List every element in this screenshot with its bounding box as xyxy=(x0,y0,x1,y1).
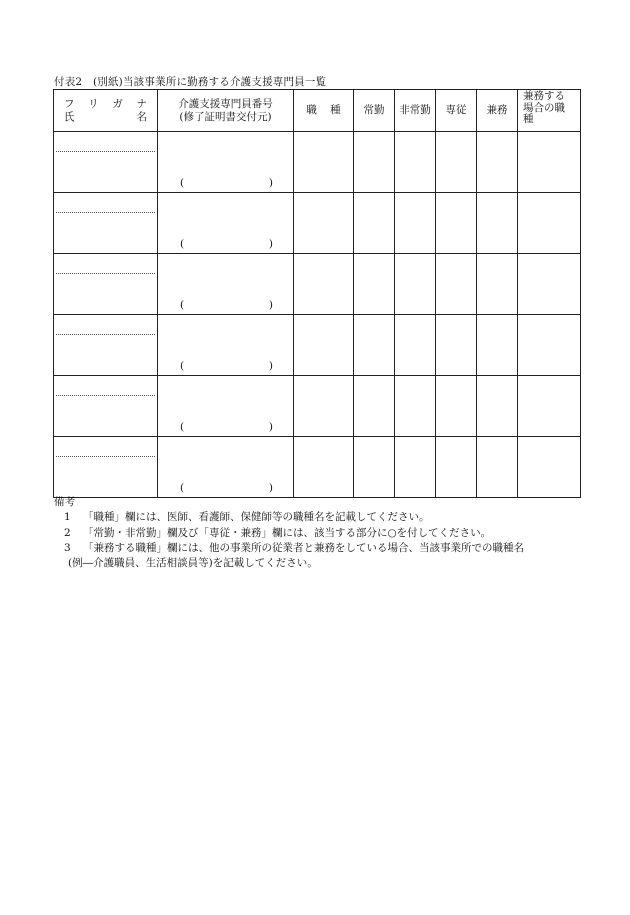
header-concurrent: 兼務 xyxy=(477,90,518,132)
parttime-cell[interactable] xyxy=(395,437,436,498)
job-type-cell[interactable] xyxy=(294,254,354,315)
job-type-cell[interactable] xyxy=(294,437,354,498)
concurrent-cell[interactable] xyxy=(477,132,518,193)
concurrent-job-cell[interactable] xyxy=(518,437,581,498)
fulltime-cell[interactable] xyxy=(354,193,395,254)
note-item-continuation: (例―介護職員、生活相談員等)を記載してください。 xyxy=(68,557,318,570)
table-row xyxy=(54,254,581,315)
dedicated-cell[interactable] xyxy=(436,437,477,498)
issuer-parentheses: ( ) xyxy=(180,238,273,250)
furigana-divider xyxy=(56,395,155,396)
dedicated-cell[interactable] xyxy=(436,315,477,376)
dedicated-cell[interactable] xyxy=(436,376,477,437)
job-type-cell[interactable] xyxy=(294,315,354,376)
notes-section xyxy=(54,495,524,571)
furigana-label: フ リ ガ ナ xyxy=(64,97,147,110)
parttime-cell[interactable] xyxy=(395,132,436,193)
table-row xyxy=(54,376,581,437)
header-fulltime: 常勤 xyxy=(354,90,395,132)
header-concurrent-job: 兼務する 場合の職 種 xyxy=(518,90,581,132)
license-number-cell[interactable] xyxy=(158,437,294,498)
name-cell[interactable] xyxy=(54,132,158,193)
issuer-parentheses: ( ) xyxy=(180,360,273,372)
parttime-cell[interactable] xyxy=(395,376,436,437)
dedicated-cell[interactable] xyxy=(436,132,477,193)
furigana-divider xyxy=(56,273,155,274)
header-row xyxy=(54,90,581,132)
furigana-divider xyxy=(56,334,155,335)
issuer-parentheses: ( ) xyxy=(180,421,273,433)
fulltime-cell[interactable] xyxy=(354,132,395,193)
notes-heading: 備考 xyxy=(54,496,75,508)
license-number-cell[interactable] xyxy=(158,315,294,376)
header-parttime: 非常勤 xyxy=(395,90,436,132)
license-number-cell[interactable] xyxy=(158,376,294,437)
fulltime-cell[interactable] xyxy=(354,315,395,376)
concurrent-job-cell[interactable] xyxy=(518,132,581,193)
header-job-type: 職 種 xyxy=(294,90,354,132)
staff-roster-table xyxy=(53,89,581,498)
furigana-divider xyxy=(56,151,155,152)
dedicated-cell[interactable] xyxy=(436,193,477,254)
table-row xyxy=(54,193,581,254)
table-row xyxy=(54,132,581,193)
concurrent-cell[interactable] xyxy=(477,315,518,376)
license-number-cell[interactable] xyxy=(158,254,294,315)
parttime-cell[interactable] xyxy=(395,254,436,315)
concurrent-job-cell[interactable] xyxy=(518,193,581,254)
header-license-number: 介護支援専門員番号 (修了証明書交付元) xyxy=(158,90,294,132)
job-type-cell[interactable] xyxy=(294,132,354,193)
license-number-cell[interactable] xyxy=(158,193,294,254)
furigana-divider xyxy=(56,212,155,213)
name-cell[interactable] xyxy=(54,193,158,254)
note-item: 3 「兼務する職種」欄には、他の事業所の従業者と兼務をしている場合、当該事業所での職種名 xyxy=(64,541,524,554)
name-cell[interactable] xyxy=(54,315,158,376)
concurrent-cell[interactable] xyxy=(477,437,518,498)
fulltime-cell[interactable] xyxy=(354,437,395,498)
name-cell[interactable] xyxy=(54,254,158,315)
issuer-parentheses: ( ) xyxy=(180,177,273,189)
concurrent-cell[interactable] xyxy=(477,193,518,254)
concurrent-job-cell[interactable] xyxy=(518,315,581,376)
issuer-parentheses: ( ) xyxy=(180,482,273,494)
header-dedicated: 専従 xyxy=(436,90,477,132)
job-type-cell[interactable] xyxy=(294,193,354,254)
name-label: 氏 名 xyxy=(64,110,147,123)
name-cell[interactable] xyxy=(54,437,158,498)
concurrent-job-cell[interactable] xyxy=(518,254,581,315)
fulltime-cell[interactable] xyxy=(354,376,395,437)
name-cell[interactable] xyxy=(54,376,158,437)
parttime-cell[interactable] xyxy=(395,193,436,254)
table-row xyxy=(54,315,581,376)
page-title: 付表2 (別紙)当該事業所に勤務する介護支援専門員一覧 xyxy=(54,76,327,88)
fulltime-cell[interactable] xyxy=(354,254,395,315)
note-item: 1 「職種」欄には、医師、看護師、保健師等の職種名を記載してください。 xyxy=(64,511,430,524)
note-item: 2 「常勤・非常勤」欄及び「専従・兼務」欄には、該当する部分に○を付してください。 xyxy=(64,526,492,539)
job-type-cell[interactable] xyxy=(294,376,354,437)
table-row xyxy=(54,437,581,498)
license-number-cell[interactable] xyxy=(158,132,294,193)
furigana-divider xyxy=(56,456,155,457)
parttime-cell[interactable] xyxy=(395,315,436,376)
roster-body xyxy=(54,132,581,498)
issuer-parentheses: ( ) xyxy=(180,299,273,311)
dedicated-cell[interactable] xyxy=(436,254,477,315)
header-furigana-name xyxy=(54,90,158,132)
concurrent-job-cell[interactable] xyxy=(518,376,581,437)
concurrent-cell[interactable] xyxy=(477,376,518,437)
concurrent-cell[interactable] xyxy=(477,254,518,315)
